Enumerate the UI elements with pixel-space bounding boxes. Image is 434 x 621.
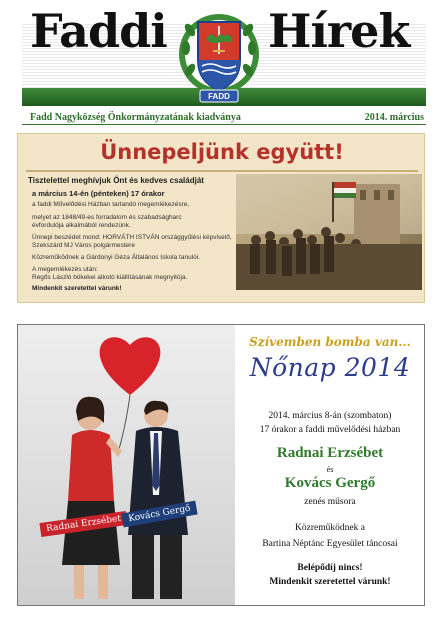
photo-label-erzsebet: Radnai Erzsébet [39,511,127,537]
event1-line1: a március 14-én (pénteken) 17 órakor [32,189,165,198]
event-march15-panel [17,133,425,303]
performers-photo [18,325,235,605]
revolution-painting-image [236,174,422,290]
event-womens-day-panel [17,324,425,606]
event1-line3: melyet az 1848/49-es forradalom és szabadságharc [32,214,182,221]
crest-label: FADD [208,92,230,101]
event2-slogan: Szívemben bomba van... [249,335,411,349]
event1-closing: Mindenkit szeretettel várunk! [32,285,122,292]
event1-line2: a faddi Művelődési Házban tartandó megemlékezésre, [32,201,190,208]
photo-label-gergo: Kovács Gergő [121,501,197,528]
event1-line6: Szekszárd MJ Város polgármestere [32,242,135,249]
event2-date: 2014. március 8-án (szombaton) [268,411,392,421]
event1-divider [26,170,418,172]
masthead-title-left: Faddi [30,4,167,58]
coat-of-arms-logo [176,8,262,106]
event2-participate2: Bartina Néptánc Egyesület táncosai [262,539,398,549]
event2-name1: Radnai Erzsébet [276,445,384,461]
masthead-title-right: Hírek [268,4,410,58]
event1-line9: Regős László bökekei alkotó kiállításának megnyitója. [32,274,188,281]
issue-date: 2014. március [364,112,424,123]
event2-free-entry: Belépődíj nincs! [297,563,363,573]
event2-welcome: Mindenkit szeretettel várunk! [269,577,391,587]
event2-place: 17 órakor a faddi művelődési házban [259,425,401,435]
event2-and: és [326,465,334,474]
event2-program: zenés műsora [304,497,356,507]
event1-title: Ünnepeljünk együtt! [100,140,344,164]
event2-script-title: Nőnap 2014 [249,353,411,382]
masthead-rule [22,124,426,125]
event1-greeting: Tisztelettel meghívjuk Önt és kedves családját [28,176,204,185]
event1-line5: Ünnepi beszédet mond: HORVÁTH ISTVÁN országgyűlési képviselő, [32,234,232,241]
event2-participate1: Közreműködnek a [295,523,365,533]
event2-name2: Kovács Gergő [284,475,376,491]
event1-line7: Közreműködnek a Gárdonyi Géza Általános Iskola tanulói. [32,254,201,261]
publisher-line: Fadd Nagyközség Önkormányzatának kiadványa [30,112,241,123]
event1-line4: évfordulója alkalmából rendezünk. [32,222,131,229]
event1-line8: A megemlékezés után: [32,266,98,273]
